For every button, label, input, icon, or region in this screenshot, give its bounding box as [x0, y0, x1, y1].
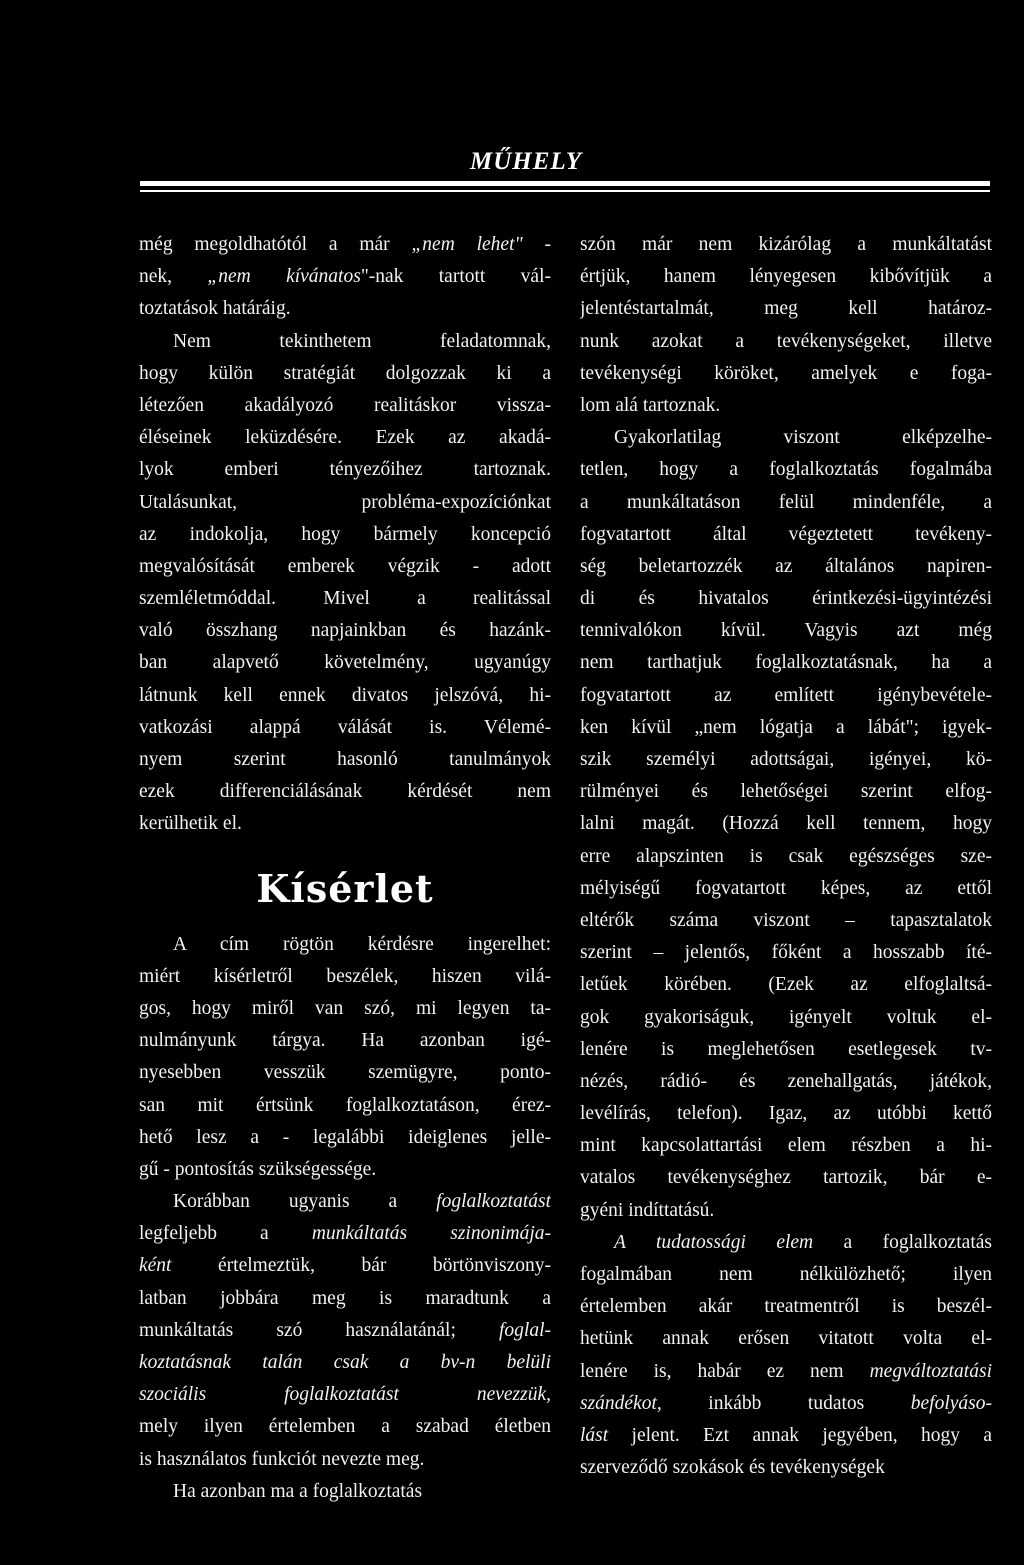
text-line — [580, 1034, 992, 1066]
text-run: vatkozási alappá válását is. Vélemé- — [139, 716, 551, 738]
text-run: a foglalkoztatás — [813, 1231, 992, 1253]
text-run: szón már nem kizárólag a munkáltatást — [580, 234, 992, 255]
text-line — [580, 1323, 992, 1355]
text-run: lom alá tartoznak. — [580, 394, 721, 416]
text-run: szik személyi adottságai, igényei, kö- — [580, 749, 992, 770]
text-line — [580, 229, 992, 261]
text-line — [139, 776, 551, 808]
text-run: a munkáltatáson felül mindenféle, a — [580, 491, 992, 513]
text-run: eltérők száma viszont – tapasztalatok — [580, 909, 992, 931]
header-rule-thick — [140, 181, 990, 186]
text-line — [580, 905, 992, 937]
text-run: nézés, rádió- és zenehallgatás, játékok, — [580, 1070, 992, 1092]
text-run: gok gyakoriságuk, igényelt voltuk el- — [580, 1006, 992, 1028]
text-run: mélyiségű fogvatartott képes, az ettől — [580, 877, 992, 899]
text-line — [580, 358, 992, 390]
text-line — [139, 487, 551, 519]
text-line — [580, 1388, 992, 1420]
text-line — [139, 1283, 551, 1315]
text-run: tennivalókon kívül. Vagyis azt még — [580, 620, 992, 642]
text-line — [580, 873, 992, 905]
text-line — [139, 961, 551, 993]
text-line — [139, 744, 551, 776]
text-run: nulmányunk tárgya. Ha azonban igé- — [139, 1030, 551, 1052]
text-line — [139, 454, 551, 486]
text-run: ban alapvető követelmény, ugyanúgy — [139, 652, 551, 674]
text-run: hetünk annak erősen vitatott volta el- — [580, 1328, 992, 1350]
text-run: lenére is, habár ez nem — [580, 1360, 870, 1382]
text-run: san mit értsünk foglalkoztatáson, érez- — [139, 1094, 551, 1116]
italic-text-run: ként — [139, 1255, 172, 1277]
text-run: levélírás, telefon). Igaz, az utóbbi kettő — [580, 1103, 992, 1125]
text-run: nyem szerint hasonló tanulmányok — [139, 749, 551, 770]
text-line — [580, 293, 992, 325]
text-line — [139, 1476, 551, 1508]
text-run: legfeljebb a — [139, 1223, 312, 1245]
right-column-text — [580, 229, 992, 1484]
text-run: jelent. Ezt annak jegyében, hogy a — [608, 1424, 992, 1446]
text-run: még megoldhatótól a már — [139, 234, 412, 255]
text-line — [580, 680, 992, 712]
text-line — [139, 929, 551, 961]
text-run: létezően akadályozó realitáskor vissza- — [139, 394, 551, 416]
text-line — [580, 551, 992, 583]
text-line — [580, 937, 992, 969]
text-run: ezek differenciálásának kérdését nem — [139, 781, 551, 803]
header-rule-thin — [140, 190, 990, 192]
text-run: inkább tudatos — [661, 1392, 911, 1414]
section-title: MŰHELY — [470, 148, 583, 175]
text-run: mely ilyen értelemben a szabad életben — [139, 1416, 551, 1438]
text-line — [139, 358, 551, 390]
text-run: szemléletmóddal. Mivel a realitással — [139, 588, 551, 610]
text-line — [139, 519, 551, 551]
text-run: gyéni indíttatású. — [580, 1199, 715, 1221]
text-run: nek, — [139, 266, 208, 288]
italic-text-run: lást — [580, 1424, 609, 1446]
text-line — [139, 1057, 551, 1089]
text-run: értelemben akár treatmentről is beszél- — [580, 1296, 992, 1318]
text-line — [580, 1291, 992, 1323]
text-run: - — [522, 234, 551, 255]
text-line — [139, 261, 551, 293]
text-run: latban jobbára meg is maradtunk a — [139, 1287, 551, 1309]
text-line — [139, 712, 551, 744]
text-run: lenére is meglehetősen esetlegesek tv- — [580, 1038, 992, 1060]
text-line — [580, 1227, 992, 1259]
text-line — [139, 993, 551, 1025]
text-line — [580, 1356, 992, 1388]
text-run: nem tarthatjuk foglalkoztatásnak, ha a — [580, 652, 992, 674]
text-line — [139, 1315, 551, 1347]
text-line — [139, 615, 551, 647]
italic-text-run: megváltoztatási — [869, 1360, 992, 1382]
text-line — [580, 1162, 992, 1194]
text-run: hető lesz a - legalábbi ideiglenes jelle- — [139, 1126, 551, 1148]
text-run: toztatások határáig. — [139, 298, 291, 320]
text-run: tevékenységi köröket, amelyek e foga- — [580, 362, 992, 384]
text-run: kerülhetik el. — [139, 813, 242, 835]
text-line — [139, 808, 551, 840]
text-run: látnunk kell ennek divatos jelszóvá, hi- — [139, 684, 551, 706]
text-line — [580, 1130, 992, 1162]
text-run: erre alapszinten is csak egészséges sze- — [580, 845, 992, 867]
text-line — [580, 1098, 992, 1130]
text-run: fogvatartott által végeztetett tevékeny- — [580, 523, 992, 545]
text-run: is használatos funkciót nevezte meg. — [139, 1448, 425, 1470]
text-line — [139, 390, 551, 422]
text-line — [580, 422, 992, 454]
italic-text-run: „nem lehet" — [411, 234, 523, 255]
text-line — [139, 1218, 551, 1250]
text-run: hogy külön stratégiát dolgozzak ki a — [139, 362, 551, 384]
text-run: munkáltatás szó használatánál; — [139, 1319, 499, 1341]
text-run: vatalos tevékenységhez tartozik, bár e- — [580, 1167, 992, 1189]
text-line — [580, 519, 992, 551]
text-line — [580, 841, 992, 873]
text-run: Ha azonban ma a foglalkoztatás — [173, 1480, 423, 1502]
text-run: való összhang napjainkban és hazánk- — [139, 620, 551, 642]
text-run: értelmeztük, bár börtönviszony- — [171, 1255, 551, 1277]
text-run: az indokolja, hogy bármely koncepció — [139, 523, 551, 545]
text-run: lyok emberi tényezőihez tartoznak. — [139, 459, 551, 481]
left-column-text-after-heading — [139, 929, 551, 1508]
italic-text-run: foglal- — [499, 1319, 551, 1341]
text-run: di és hivatalos érintkezési-ügyintézési — [580, 588, 992, 610]
italic-text-run: szándékot, — [580, 1392, 662, 1414]
text-line — [580, 1420, 992, 1452]
text-line — [580, 390, 992, 422]
text-line — [139, 229, 551, 261]
text-run: értjük, hanem lényegesen kibővítjük a — [580, 266, 992, 288]
text-run: fogalmában nem nélkülözhető; ilyen — [580, 1264, 992, 1285]
text-run: Gyakorlatilag viszont elképzelhe- — [614, 427, 992, 449]
text-line — [139, 326, 551, 358]
text-line — [580, 808, 992, 840]
text-run: jelentéstartalmát, meg kell határoz- — [580, 298, 992, 320]
text-line — [139, 680, 551, 712]
text-line — [139, 583, 551, 615]
text-run: gű - pontosítás szükségessége. — [139, 1158, 377, 1180]
text-run: "-nak tartott vál- — [360, 266, 551, 288]
text-line — [580, 1259, 992, 1291]
text-line — [139, 647, 551, 679]
left-column-text-before-heading — [139, 229, 551, 841]
text-line — [139, 1186, 551, 1218]
text-line — [580, 776, 992, 808]
text-line — [139, 1122, 551, 1154]
text-run: letűek körében. (Ezek az elfoglaltsá- — [580, 974, 992, 996]
text-line — [139, 1025, 551, 1057]
text-run: Nem tekinthetem feladatomnak, — [173, 330, 551, 352]
text-line — [580, 1195, 992, 1227]
text-run: Korábban ugyanis a — [173, 1191, 437, 1213]
text-line — [580, 647, 992, 679]
text-run: miért kísérletről beszélek, hiszen vilá- — [139, 965, 551, 987]
text-run: fogvatartott az említett igénybevétele- — [580, 684, 992, 706]
text-run: gos, hogy miről van szó, mi legyen ta- — [139, 997, 551, 1019]
text-line — [580, 583, 992, 615]
italic-text-run: „nem kívánatos — [207, 266, 361, 288]
text-line — [580, 712, 992, 744]
text-run: nyesebben vesszük szemügyre, ponto- — [139, 1062, 551, 1084]
text-run: nunk azokat a tevékenységeket, illetve — [580, 330, 992, 352]
text-line — [139, 293, 551, 325]
text-line — [139, 1444, 551, 1476]
text-line — [139, 422, 551, 454]
text-line — [139, 1250, 551, 1282]
text-run: Utalásunkat, probléma-expozíciónkat — [139, 491, 551, 513]
text-run: éléseinek leküzdésére. Ezek az akadá- — [139, 427, 551, 449]
text-line — [580, 1002, 992, 1034]
text-line — [580, 1066, 992, 1098]
italic-text-run: befolyáso- — [910, 1392, 992, 1414]
text-line — [580, 969, 992, 1001]
text-line — [139, 1347, 551, 1379]
text-run: ség beletartozzék az általános napiren- — [580, 555, 992, 577]
text-line — [580, 454, 992, 486]
italic-text-run: foglalkoztatást — [436, 1191, 551, 1213]
left-column — [139, 229, 551, 1508]
italic-text-run: koztatásnak talán csak a bv-n belüli — [139, 1352, 551, 1373]
text-line — [580, 1452, 992, 1484]
text-line — [580, 326, 992, 358]
text-run: szerveződő szokások és tevékenységek — [580, 1457, 885, 1479]
right-column — [580, 229, 992, 1484]
text-run: tetlen, hogy a foglalkoztatás fogalmába — [580, 459, 992, 481]
text-run: szerint – jelentős, főként a hosszabb íté- — [580, 942, 992, 964]
text-run: ken kívül „nem lógatja a lábát"; igyek- — [580, 716, 992, 738]
text-run: A cím rögtön kérdésre ingerelhet: — [173, 933, 551, 955]
text-line — [580, 261, 992, 293]
text-line — [580, 615, 992, 647]
italic-text-run: A tudatossági elem — [614, 1231, 814, 1253]
italic-text-run: munkáltatás szinonimája- — [311, 1223, 551, 1245]
text-line — [139, 551, 551, 583]
italic-text-run: szociális foglalkoztatást nevezzük, — [139, 1384, 551, 1406]
text-line — [139, 1379, 551, 1411]
text-run: rülményei és lehetőségei szerint elfog- — [580, 781, 992, 803]
text-line — [139, 1090, 551, 1122]
text-run: megvalósítását emberek végzik - adott — [139, 555, 551, 577]
section-heading: Kísérlet — [256, 865, 434, 911]
text-line — [580, 487, 992, 519]
text-line — [139, 1154, 551, 1186]
text-line — [139, 1411, 551, 1443]
text-run: lalni magát. (Hozzá kell tennem, hogy — [580, 813, 992, 835]
text-line — [580, 744, 992, 776]
text-run: mint kapcsolattartási elem részben a hi- — [580, 1135, 992, 1157]
